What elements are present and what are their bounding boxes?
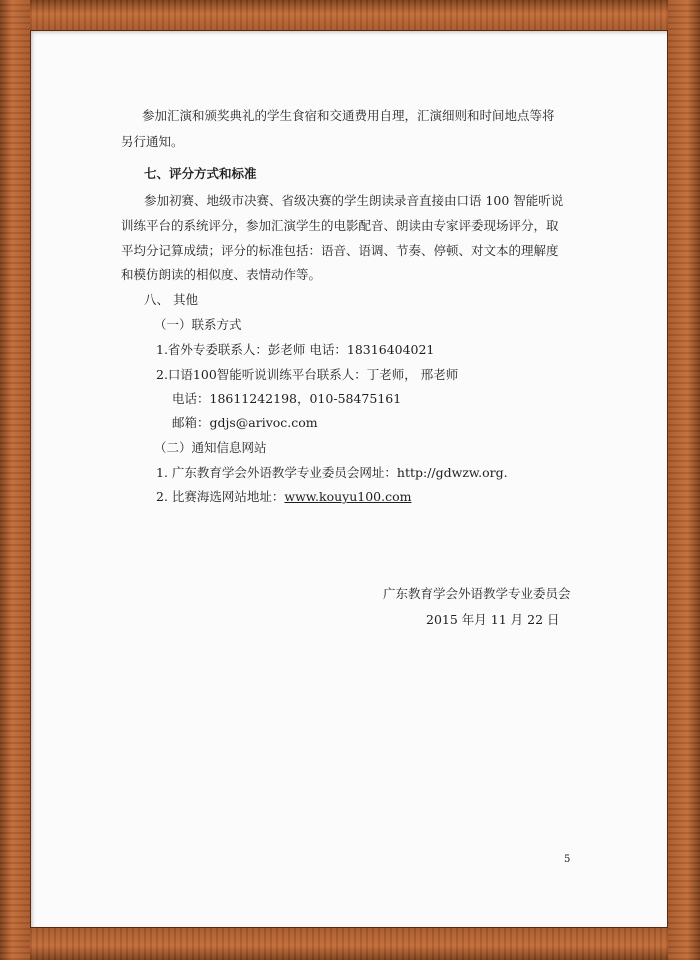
paragraph-line: 训练平台的系统评分，参加汇演学生的电影配音、朗读由专家评委现场评分，取 [121, 218, 559, 233]
document-page [30, 30, 668, 928]
paragraph-line: 另行通知。 [121, 134, 184, 149]
paragraph-line: 和模仿朗读的相似度、表情动作等。 [121, 267, 322, 282]
website-line: 1. 广东教育学会外语教学专业委员会网址：http://gdwzw.org. [156, 465, 508, 480]
signature-date: 2015 年月 11 月 22 日 [426, 612, 560, 627]
subsection-heading: （二）通知信息网站 [154, 440, 267, 455]
website-link[interactable]: www.kouyu100.com [284, 489, 412, 504]
contact-email: 邮箱：gdjs@arivoc.com [172, 415, 318, 430]
frame-right-border [668, 0, 700, 960]
paragraph-line: 参加汇演和颁奖典礼的学生食宿和交通费用自理，汇演细则和时间地点等将 [142, 108, 555, 123]
frame-left-border [0, 0, 30, 960]
page-number: 5 [564, 854, 571, 865]
contact-line: 1.省外专委联系人：彭老师 电话：18316404021 [156, 342, 435, 357]
contact-line: 2.口语100智能听说训练平台联系人：丁老师， 邢老师 [156, 367, 459, 382]
website-label: 2. 比赛海选网站地址： [156, 489, 285, 504]
subsection-heading: （一）联系方式 [154, 317, 242, 332]
section-heading: 七、评分方式和标准 [144, 166, 257, 181]
signature-organization: 广东教育学会外语教学专业委员会 [383, 586, 571, 601]
website-line [156, 489, 411, 505]
paragraph-line: 平均分记算成绩；评分的标准包括：语音、语调、节奏、停顿、对文本的理解度 [121, 243, 559, 258]
paragraph-line: 参加初赛、地级市决赛、省级决赛的学生朗读录音直接由口语 100 智能听说 [144, 193, 564, 208]
frame-top-border [0, 0, 700, 30]
frame-bottom-border [0, 928, 700, 960]
contact-phone: 电话：18611242198，010-58475161 [172, 391, 402, 406]
section-heading: 八、 其他 [144, 292, 198, 307]
